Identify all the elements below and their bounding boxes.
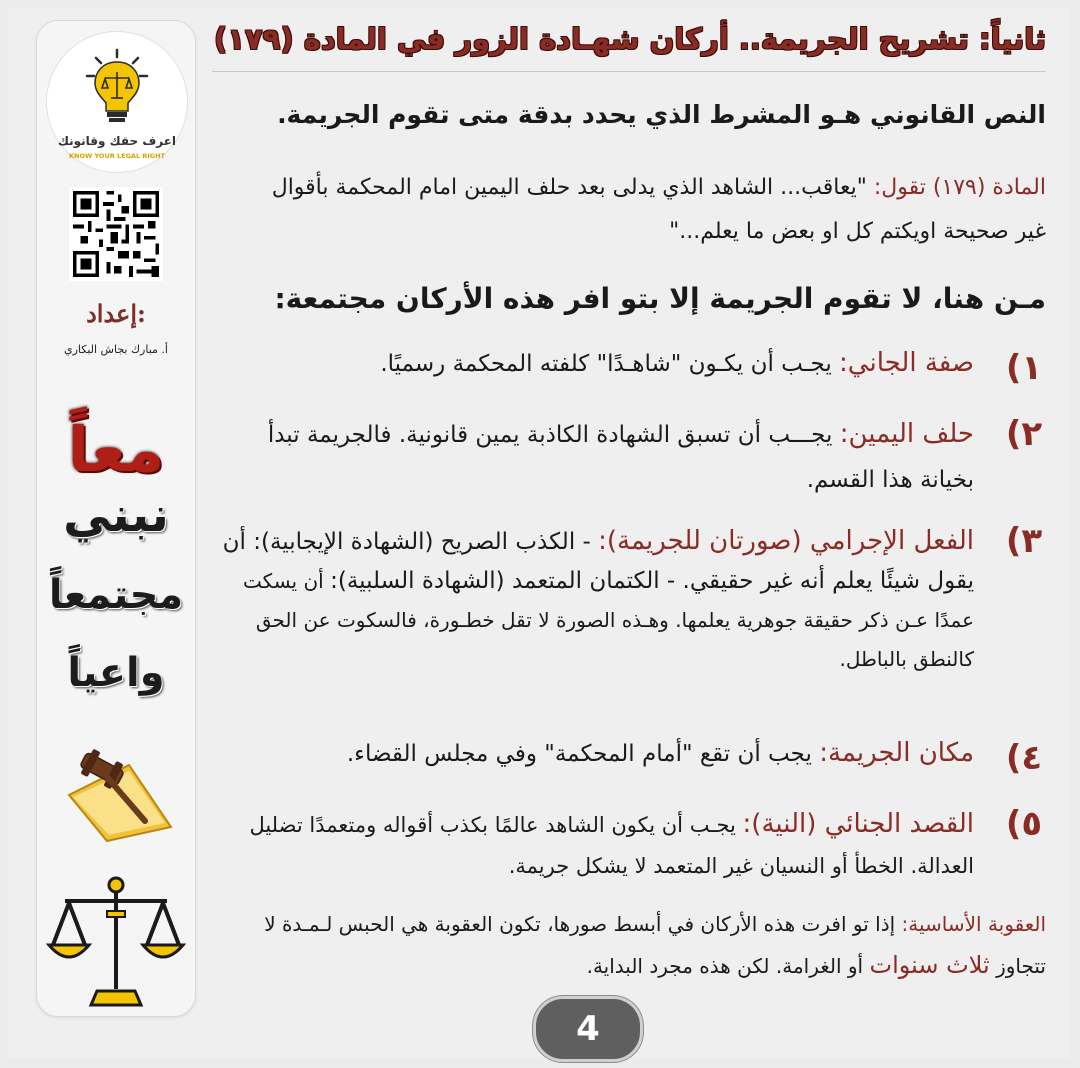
- item-text: يجـب أن يكون الشاهد عالمًا بكذب أقواله ومتعمدًا تضليل العدالة. الخطأ أو النسيان غير المتعمد لا يشكل جريمة.: [249, 813, 974, 878]
- element-item: [212, 738, 1046, 778]
- item-number: ٤): [1005, 738, 1043, 778]
- author-name: أ. مبارك بجاش البكاري: [63, 343, 168, 356]
- logo-text-arabic: اعرف حقك وقانونك: [57, 134, 177, 148]
- element-item: [212, 804, 1046, 887]
- penalty-label: العقوبة الأساسية:: [901, 912, 1046, 936]
- item-label: صفة الجاني:: [839, 348, 974, 378]
- scales-of-justice-icon: [45, 871, 187, 1011]
- item-text: يجـب أن يكـون "شاهـدًا" كلفته المحكمة رسميًا.: [380, 351, 840, 377]
- item-label: مكان الجريمة:: [819, 738, 974, 768]
- penalty-paragraph: [236, 904, 1046, 987]
- penalty-highlight: ثلاث سنوات: [869, 951, 990, 979]
- sidebar: [36, 20, 196, 1017]
- penalty-text-end: أو الغرامة. لكن هذه مجرد البداية.: [586, 954, 870, 978]
- item-text-explicit-lie: - الكذب الصريح (الشهادة الإيجابية): أن يقول شيئًا يعلم أنه غير حقيقي.: [222, 529, 974, 594]
- quote-label: المادة (١٧٩) تقول:: [873, 175, 1046, 200]
- item-text-concealment: - الكتمان المتعمد (الشهادة السلبية):: [330, 568, 683, 594]
- item-text-concealment-detail: أن يسكت عمدًا عـن ذكر حقيقة جوهرية يعلمها. وهـذه الصورة لا تقل خطـورة، فالسكوت عن الحق كالنطق بالباطل.: [243, 569, 974, 671]
- slogan-line-3: مجتمعاً: [48, 572, 184, 618]
- slogan-line-4: واعياً: [67, 650, 165, 696]
- article-quote: [236, 166, 1046, 254]
- qr-code: [69, 187, 163, 281]
- item-number: ٥): [1005, 804, 1043, 844]
- item-text: يجـــب أن تسبق الشهادة الكاذبة يمين قانونية. فالجريمة تبدأ بخيانة هذا القسم.: [267, 422, 974, 493]
- logo-text-english: KNOW YOUR LEGAL RIGHT: [69, 152, 165, 160]
- item-number: ٢): [1005, 414, 1043, 454]
- section-heading: مـن هنا، لا تقوم الجريمة إلا بتو افر هذه الأركان مجتمعة:: [274, 282, 1046, 315]
- page-title: ثانياً: تشريح الجريمة.. أركان شهـادة الزور في المادة (١٧٩): [213, 22, 1046, 56]
- item-label: الفعل الإجرامي (صورتان للجريمة):: [598, 526, 974, 556]
- slogan-line-1: معاً: [67, 413, 165, 486]
- title-divider: [212, 71, 1046, 72]
- penalty-text: إذا تو افرت هذه الأركان في أبسط صورها، تكون العقوبة هي الحبس لـمـدة لا تتجاوز: [264, 912, 1046, 978]
- item-label: حلف اليمين:: [839, 419, 974, 449]
- item-number: ٣): [1005, 521, 1043, 561]
- element-item: [212, 522, 1046, 679]
- slogan-line-2: نبني: [63, 487, 169, 543]
- element-item: [212, 348, 1046, 388]
- element-item: [212, 412, 1046, 503]
- item-label: القصد الجنائي (النية):: [742, 809, 974, 839]
- page-number-badge: 4: [533, 996, 643, 1062]
- quote-text: "يعاقب... الشاهد الذي يدلى بعد حلف اليمين امام المحكمة بأقوال غير صحيحة اويكتم كل او بعض ما يعلم...": [271, 175, 1046, 244]
- lead-sentence: النص القانوني هـو المشرط الذي يحدد بدقة متى تقوم الجريمة.: [277, 100, 1046, 129]
- item-number: ١): [1005, 348, 1043, 388]
- lightbulb-scales-icon: [82, 48, 152, 128]
- gavel-icon: [59, 735, 179, 845]
- brand-logo: [46, 31, 188, 173]
- item-text: يجب أن تقع "أمام المحكمة" وفي مجلس القضاء.: [346, 741, 820, 767]
- prepared-by-label: إعداد:: [86, 299, 146, 328]
